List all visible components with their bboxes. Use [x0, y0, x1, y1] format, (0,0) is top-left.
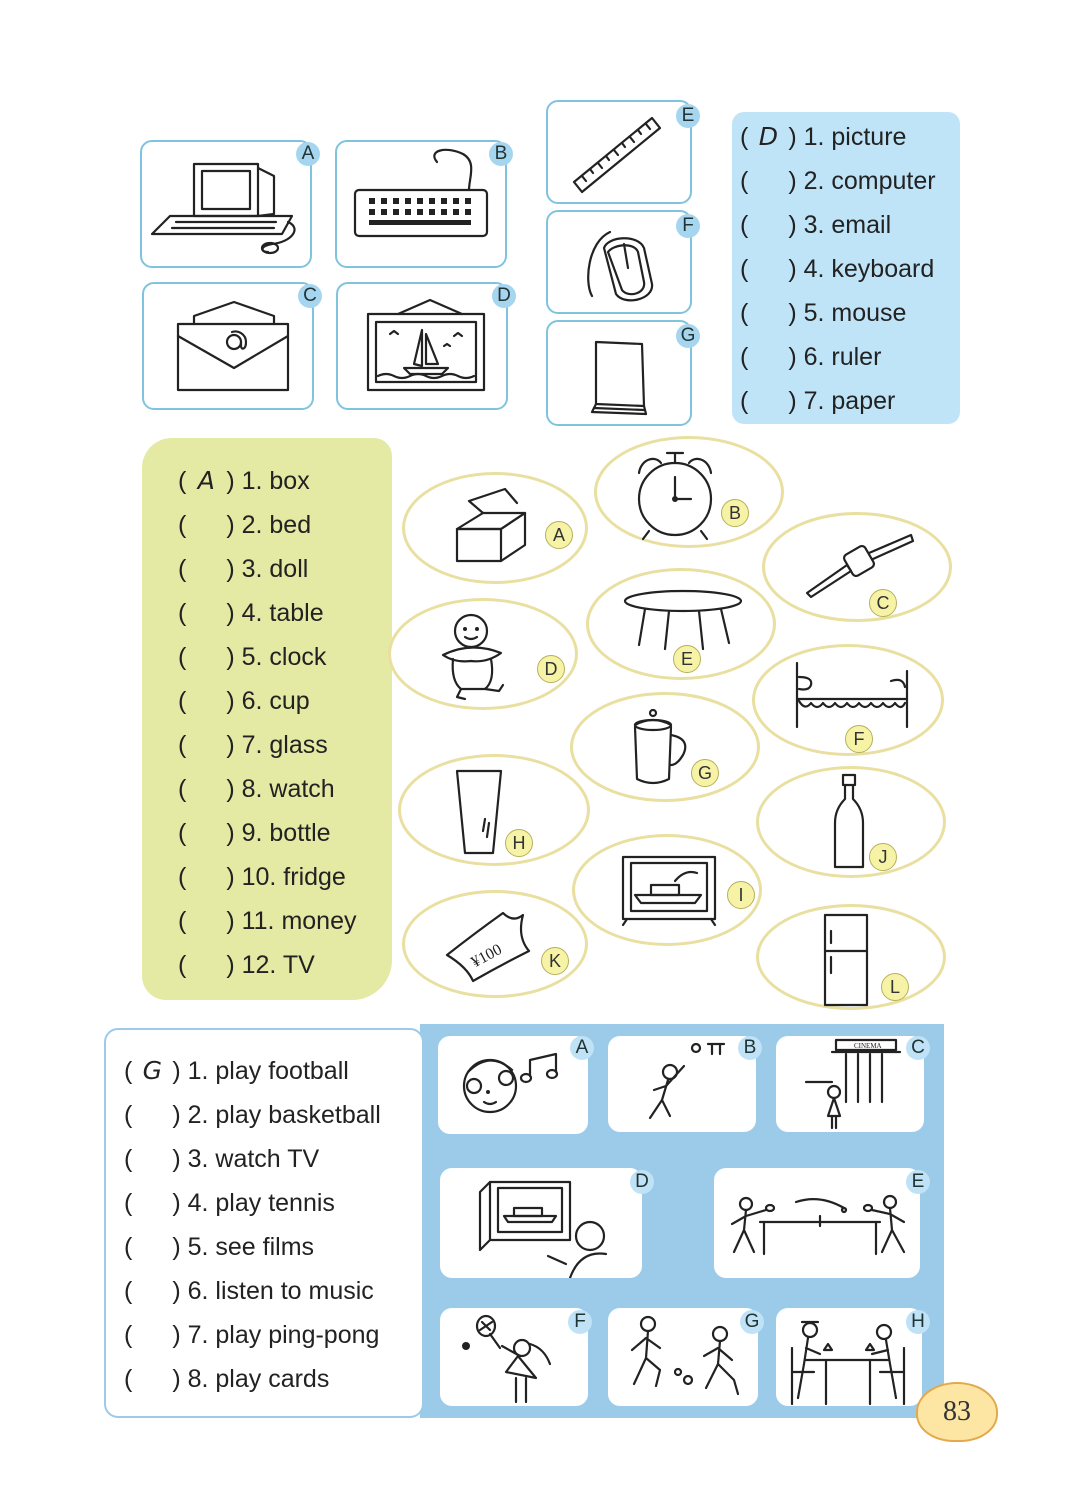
cinema-icon	[776, 1036, 924, 1132]
ruler-icon	[548, 102, 694, 206]
picture-oval-l	[756, 904, 946, 1010]
list-item	[740, 210, 891, 240]
open-paren: (	[178, 511, 187, 539]
open-paren: (	[124, 1277, 133, 1305]
item-text: ) 6. listen to music	[172, 1277, 374, 1305]
keyboard-icon	[337, 142, 509, 270]
page-number: 83	[916, 1382, 998, 1442]
card-letter: B	[489, 142, 513, 166]
open-paren: (	[178, 731, 187, 759]
item-text: ) 4. table	[226, 599, 324, 627]
glass-icon	[401, 757, 593, 869]
activity-picture-b	[608, 1036, 756, 1132]
item-text: ) 6. ruler	[788, 343, 882, 371]
oval-letter: E	[673, 645, 701, 673]
list-item	[124, 1364, 329, 1394]
list-item	[178, 730, 328, 760]
open-paren: (	[740, 387, 749, 415]
open-paren: (	[124, 1365, 133, 1393]
list-item	[740, 342, 881, 372]
picture-letter: B	[738, 1036, 762, 1060]
answer-field[interactable]: D	[758, 122, 778, 151]
item-text: ) 1. play football	[172, 1057, 349, 1085]
open-paren: (	[124, 1321, 133, 1349]
picture-oval-k	[402, 890, 588, 998]
picture-letter: E	[906, 1170, 930, 1194]
open-paren: (	[740, 255, 749, 283]
cinema-sign: CINEMA	[854, 1042, 882, 1050]
card-letter: A	[296, 142, 320, 166]
oval-letter: H	[505, 829, 533, 857]
item-text: ) 9. bottle	[226, 819, 331, 847]
item-text: ) 7. glass	[226, 731, 328, 759]
listening-music-icon	[438, 1036, 588, 1134]
alarm-clock-icon	[597, 439, 787, 551]
open-paren: (	[124, 1233, 133, 1261]
activity-picture-a	[438, 1036, 588, 1134]
activity-picture-e	[714, 1168, 925, 1278]
picture-card-a	[140, 140, 315, 268]
open-paren: (	[178, 687, 187, 715]
open-paren: (	[178, 951, 187, 979]
picture-oval-j	[756, 766, 946, 878]
item-text: ) 10. fridge	[226, 863, 346, 891]
open-paren: (	[178, 643, 187, 671]
list-item	[740, 122, 906, 152]
list-item	[124, 1276, 374, 1306]
picture-card-b	[335, 140, 507, 268]
list-item	[124, 1056, 349, 1086]
picture-letter: H	[906, 1310, 930, 1334]
picture-letter: G	[740, 1310, 764, 1334]
item-text: ) 2. bed	[226, 511, 312, 539]
fridge-icon	[759, 907, 949, 1013]
open-paren: (	[124, 1057, 133, 1085]
open-paren: (	[178, 863, 187, 891]
computer-icon	[142, 142, 314, 270]
card-letter: E	[676, 104, 700, 128]
activity-picture-f	[440, 1308, 588, 1406]
item-text: ) 5. see films	[172, 1233, 315, 1261]
money-label: ¥100	[468, 941, 505, 972]
item-text: ) 7. paper	[788, 387, 896, 415]
item-text: ) 8. watch	[226, 775, 335, 803]
open-paren: (	[178, 599, 187, 627]
open-paren: (	[740, 299, 749, 327]
list-item	[178, 686, 310, 716]
activity-picture-g	[608, 1308, 758, 1406]
activity-picture-h	[776, 1308, 925, 1406]
oval-letter: C	[869, 589, 897, 617]
picture-oval-g	[570, 692, 760, 802]
oval-letter: A	[545, 521, 573, 549]
open-paren: (	[124, 1145, 133, 1173]
item-text: ) 3. email	[788, 211, 892, 239]
email-envelope-icon	[144, 284, 316, 412]
oval-letter: F	[845, 725, 873, 753]
item-text: ) 4. play tennis	[172, 1189, 335, 1217]
list-item	[178, 906, 356, 936]
open-paren: (	[178, 467, 187, 495]
item-text: ) 8. play cards	[172, 1365, 330, 1393]
card-letter: D	[492, 284, 516, 308]
answer-field[interactable]: G	[142, 1056, 163, 1085]
picture-oval-i	[572, 834, 762, 946]
list-item	[740, 254, 934, 284]
list-item	[124, 1188, 335, 1218]
picture-card-f	[546, 210, 692, 314]
picture-oval-b	[594, 436, 784, 548]
open-paren: (	[740, 211, 749, 239]
office-items-word-list	[732, 112, 960, 424]
open-paren: (	[740, 167, 749, 195]
item-text: ) 5. clock	[226, 643, 327, 671]
list-item	[178, 818, 331, 848]
bottle-icon	[759, 769, 949, 881]
picture-oval-e	[586, 568, 776, 680]
open-paren: (	[178, 555, 187, 583]
watching-tv-icon	[440, 1168, 642, 1278]
list-item	[178, 950, 315, 980]
list-item	[178, 642, 326, 672]
mouse-icon	[548, 212, 694, 316]
picture-card-d	[336, 282, 511, 410]
open-paren: (	[124, 1101, 133, 1129]
picture-oval-f	[752, 644, 944, 756]
item-text: ) 5. mouse	[788, 299, 907, 327]
picture-letter: F	[568, 1310, 592, 1334]
oval-letter: J	[869, 843, 897, 871]
picture-letter: A	[570, 1036, 594, 1060]
item-text: ) 1. box	[226, 467, 310, 495]
household-word-list	[142, 438, 392, 1000]
list-item	[178, 510, 311, 540]
item-text: ) 4. keyboard	[788, 255, 935, 283]
item-text: ) 12. TV	[226, 951, 315, 979]
list-item	[740, 298, 906, 328]
item-text: ) 1. picture	[788, 123, 907, 151]
list-item	[124, 1100, 381, 1130]
open-paren: (	[740, 343, 749, 371]
open-paren: (	[740, 123, 749, 151]
basketball-icon	[608, 1036, 756, 1132]
oval-letter: D	[537, 655, 565, 683]
money-icon	[405, 893, 591, 1001]
list-item	[124, 1144, 319, 1174]
activity-picture-d	[440, 1168, 649, 1278]
item-text: ) 7. play ping-pong	[172, 1321, 380, 1349]
open-paren: (	[124, 1189, 133, 1217]
item-text: ) 2. play basketball	[172, 1101, 381, 1129]
item-text: ) 6. cup	[226, 687, 310, 715]
football-icon	[608, 1308, 758, 1406]
answer-field[interactable]: A	[197, 466, 215, 495]
picture-oval-h	[398, 754, 590, 866]
open-paren: (	[178, 775, 187, 803]
cup-icon	[573, 695, 763, 805]
item-text: ) 2. computer	[788, 167, 936, 195]
list-item	[124, 1232, 314, 1262]
list-item	[178, 598, 324, 628]
card-letter: F	[676, 214, 700, 238]
activities-word-list	[104, 1028, 424, 1418]
card-letter: G	[676, 324, 700, 348]
tennis-icon	[440, 1308, 588, 1406]
picture-oval-a	[402, 472, 588, 584]
oval-letter: K	[541, 947, 569, 975]
list-item	[740, 166, 936, 196]
item-text: ) 3. doll	[226, 555, 309, 583]
framed-picture-icon	[338, 284, 510, 412]
list-item	[178, 466, 310, 496]
ping-pong-icon	[714, 1168, 920, 1278]
picture-oval-c	[762, 512, 952, 622]
playing-cards-icon	[776, 1308, 922, 1406]
oval-letter: I	[727, 881, 755, 909]
card-letter: C	[298, 284, 322, 308]
paper-icon	[548, 322, 694, 428]
item-text: ) 11. money	[226, 907, 357, 935]
list-item	[178, 774, 335, 804]
list-item	[124, 1320, 379, 1350]
watch-icon	[765, 515, 955, 625]
activity-picture-c	[776, 1036, 924, 1132]
list-item	[178, 862, 346, 892]
picture-card-c	[142, 282, 317, 410]
list-item	[740, 386, 895, 416]
picture-card-e	[546, 100, 695, 204]
picture-letter: C	[906, 1036, 930, 1060]
picture-card-g	[546, 320, 696, 426]
item-text: ) 3. watch TV	[172, 1145, 320, 1173]
picture-letter: D	[630, 1170, 654, 1194]
list-item	[178, 554, 308, 584]
oval-letter: L	[881, 973, 909, 1001]
open-paren: (	[178, 907, 187, 935]
open-paren: (	[178, 819, 187, 847]
picture-oval-d	[388, 598, 578, 710]
oval-letter: B	[721, 499, 749, 527]
oval-letter: G	[691, 759, 719, 787]
